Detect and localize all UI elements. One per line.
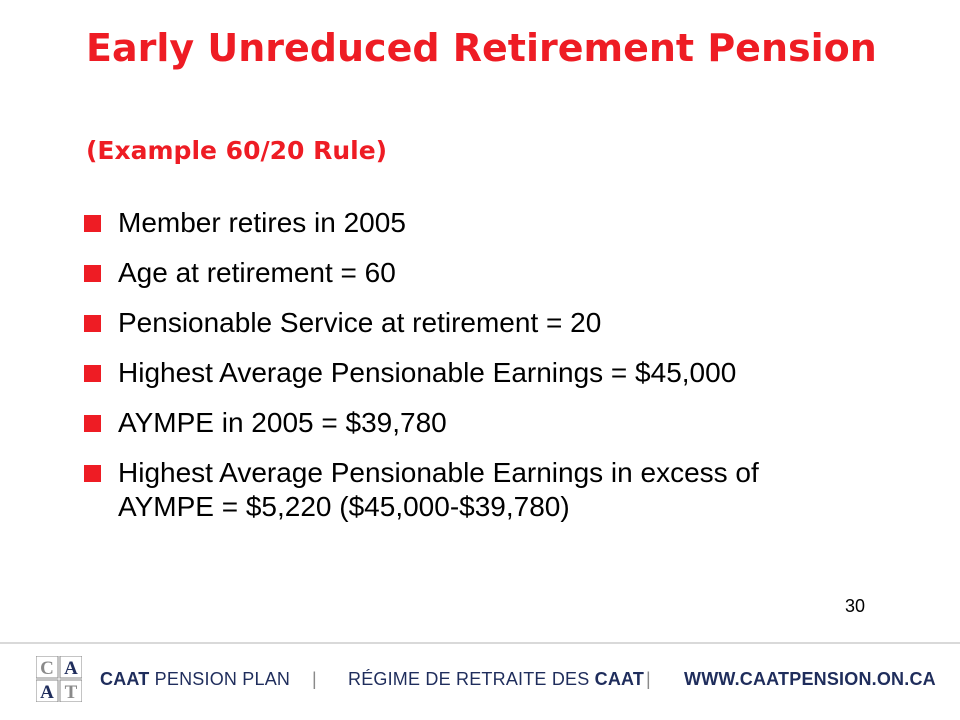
logo-letter-c: C — [40, 658, 54, 679]
bullet-text: Age at retirement = 60 — [118, 257, 396, 288]
logo-letter-t: T — [64, 682, 78, 702]
bullet-item — [84, 206, 844, 240]
footer — [0, 652, 960, 712]
bullet-text: Member retires in 2005 — [118, 207, 406, 238]
footer-website: WWW.CAATPENSION.ON.CA — [684, 669, 936, 689]
logo-letter-a: A — [64, 658, 78, 679]
bullet-text: Pensionable Service at retirement = 20 — [118, 307, 602, 338]
slide-subtitle: (Example 60/20 Rule) — [86, 136, 388, 165]
footer-separator: | — [646, 669, 651, 689]
footer-plan-bold: CAAT — [100, 669, 150, 689]
page-number: 30 — [845, 596, 866, 616]
footer-plan-rest: PENSION PLAN — [154, 669, 291, 689]
bullet-text: AYMPE in 2005 = $39,780 — [118, 407, 447, 438]
square-bullet-icon — [84, 365, 101, 382]
footer-separator: | — [312, 669, 317, 689]
square-bullet-icon — [84, 315, 101, 332]
bullet-item — [84, 256, 844, 290]
bullet-text: Highest Average Pensionable Earnings = $45,000 — [118, 357, 737, 388]
square-bullet-icon — [84, 215, 101, 232]
footer-divider — [0, 642, 960, 644]
caat-logo-icon — [36, 656, 82, 702]
logo-letter-a: A — [40, 682, 54, 702]
square-bullet-icon — [84, 415, 101, 432]
bullet-list — [84, 206, 844, 540]
bullet-item — [84, 356, 844, 390]
square-bullet-icon — [84, 465, 101, 482]
bullet-item — [84, 306, 844, 340]
footer-regime-text: RÉGIME DE RETRAITE DES — [348, 669, 590, 689]
bullet-item — [84, 456, 844, 524]
footer-regime-bold: CAAT — [594, 669, 645, 689]
slide-title: Early Unreduced Retirement Pension — [86, 26, 877, 70]
footer-regime-name — [348, 669, 644, 690]
square-bullet-icon — [84, 265, 101, 282]
footer-plan-name — [100, 669, 290, 690]
bullet-item — [84, 406, 844, 440]
bullet-text: Highest Average Pensionable Earnings in excess of AYMPE = $5,220 ($45,000-$39,780) — [118, 457, 759, 522]
